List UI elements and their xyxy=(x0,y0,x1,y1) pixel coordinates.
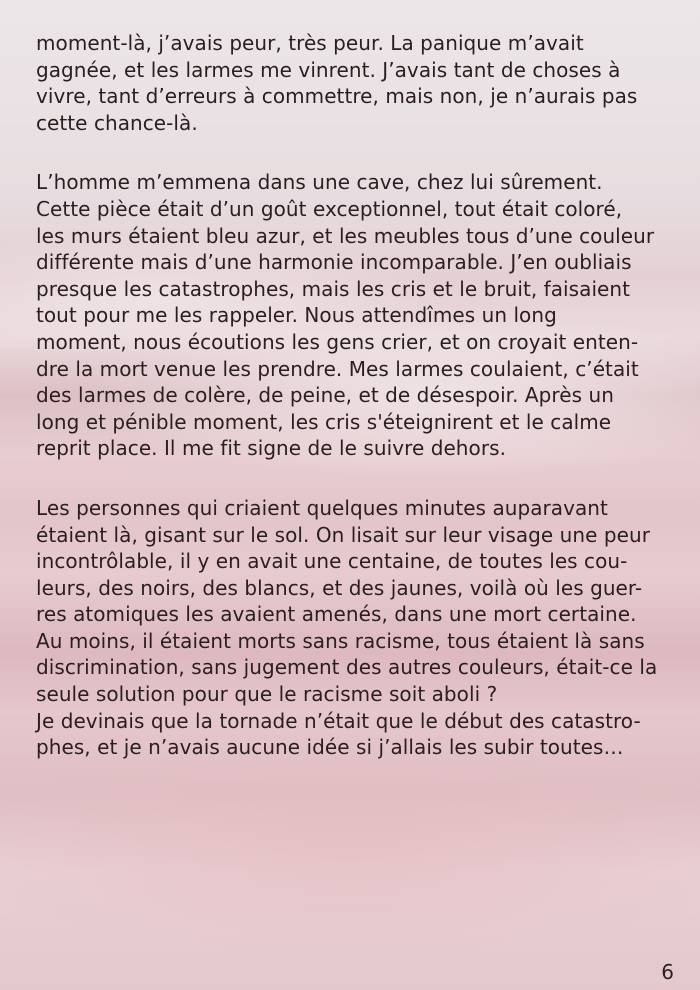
text-line: les murs étaient bleu azur, et les meubles tous d’une couleur xyxy=(36,223,655,248)
page-number: 6 xyxy=(661,960,674,984)
text-line: res atomiques les avaient amenés, dans une mort certaine. xyxy=(36,602,637,627)
text-line: Au moins, il étaient morts sans racisme, tous étaient là sans xyxy=(36,628,645,653)
text-line: Les personnes qui criaient quelques minutes auparavant xyxy=(36,495,608,520)
text-line: vivre, tant d’erreurs à commettre, mais non, je n’aurais pas xyxy=(36,84,638,109)
text-line: Je devinais que la tornade n’était que le début des catastro- xyxy=(36,708,641,733)
text-line: gagnée, et les larmes me vinrent. J’avais tant de choses à xyxy=(36,57,621,82)
text-line: leurs, des noirs, des blancs, et des jaunes, voilà où les guer- xyxy=(36,575,643,600)
text-line: presque les catastrophes, mais les cris et le bruit, faisaient xyxy=(36,276,631,301)
text-line: L’homme m’emmena dans une cave, chez lui sûrement. xyxy=(36,170,603,195)
text-line: dre la mort venue les prendre. Mes larmes coulaient, c’était xyxy=(36,356,639,381)
text-line: des larmes de colère, de peine, et de désespoir. Après un xyxy=(36,383,614,408)
paragraph-1 xyxy=(36,30,676,136)
text-line: reprit place. Il me fit signe de le suivre dehors. xyxy=(36,436,506,461)
text-line: phes, et je n’avais aucune idée si j’allais les subir toutes… xyxy=(36,735,624,760)
text-line: incontrôlable, il y en avait une centaine, de toutes les cou- xyxy=(36,549,628,574)
text-line: tout pour me les rappeler. Nous attendîmes un long xyxy=(36,303,557,328)
text-line: moment, nous écoutions les gens crier, et on croyait enten- xyxy=(36,329,639,354)
text-line: moment-là, j’avais peur, très peur. La panique m’avait xyxy=(36,31,584,55)
text-line: cette chance-là. xyxy=(36,110,198,135)
text-line: étaient là, gisant sur le sol. On lisait sur leur visage une peur xyxy=(36,522,650,547)
text-line: Cette pièce était d’un goût exceptionnel, tout était coloré, xyxy=(36,196,623,221)
paragraph-2 xyxy=(36,169,676,462)
paragraph-3 xyxy=(36,495,676,761)
page-text xyxy=(36,30,676,794)
text-line: seule solution pour que le racisme soit aboli ? xyxy=(36,682,498,707)
text-line: discrimination, sans jugement des autres couleurs, était-ce la xyxy=(36,655,658,680)
text-line: différente mais d’une harmonie incomparable. J’en oubliais xyxy=(36,250,632,275)
text-line: long et pénible moment, les cris s'éteignirent et le calme xyxy=(36,409,612,434)
